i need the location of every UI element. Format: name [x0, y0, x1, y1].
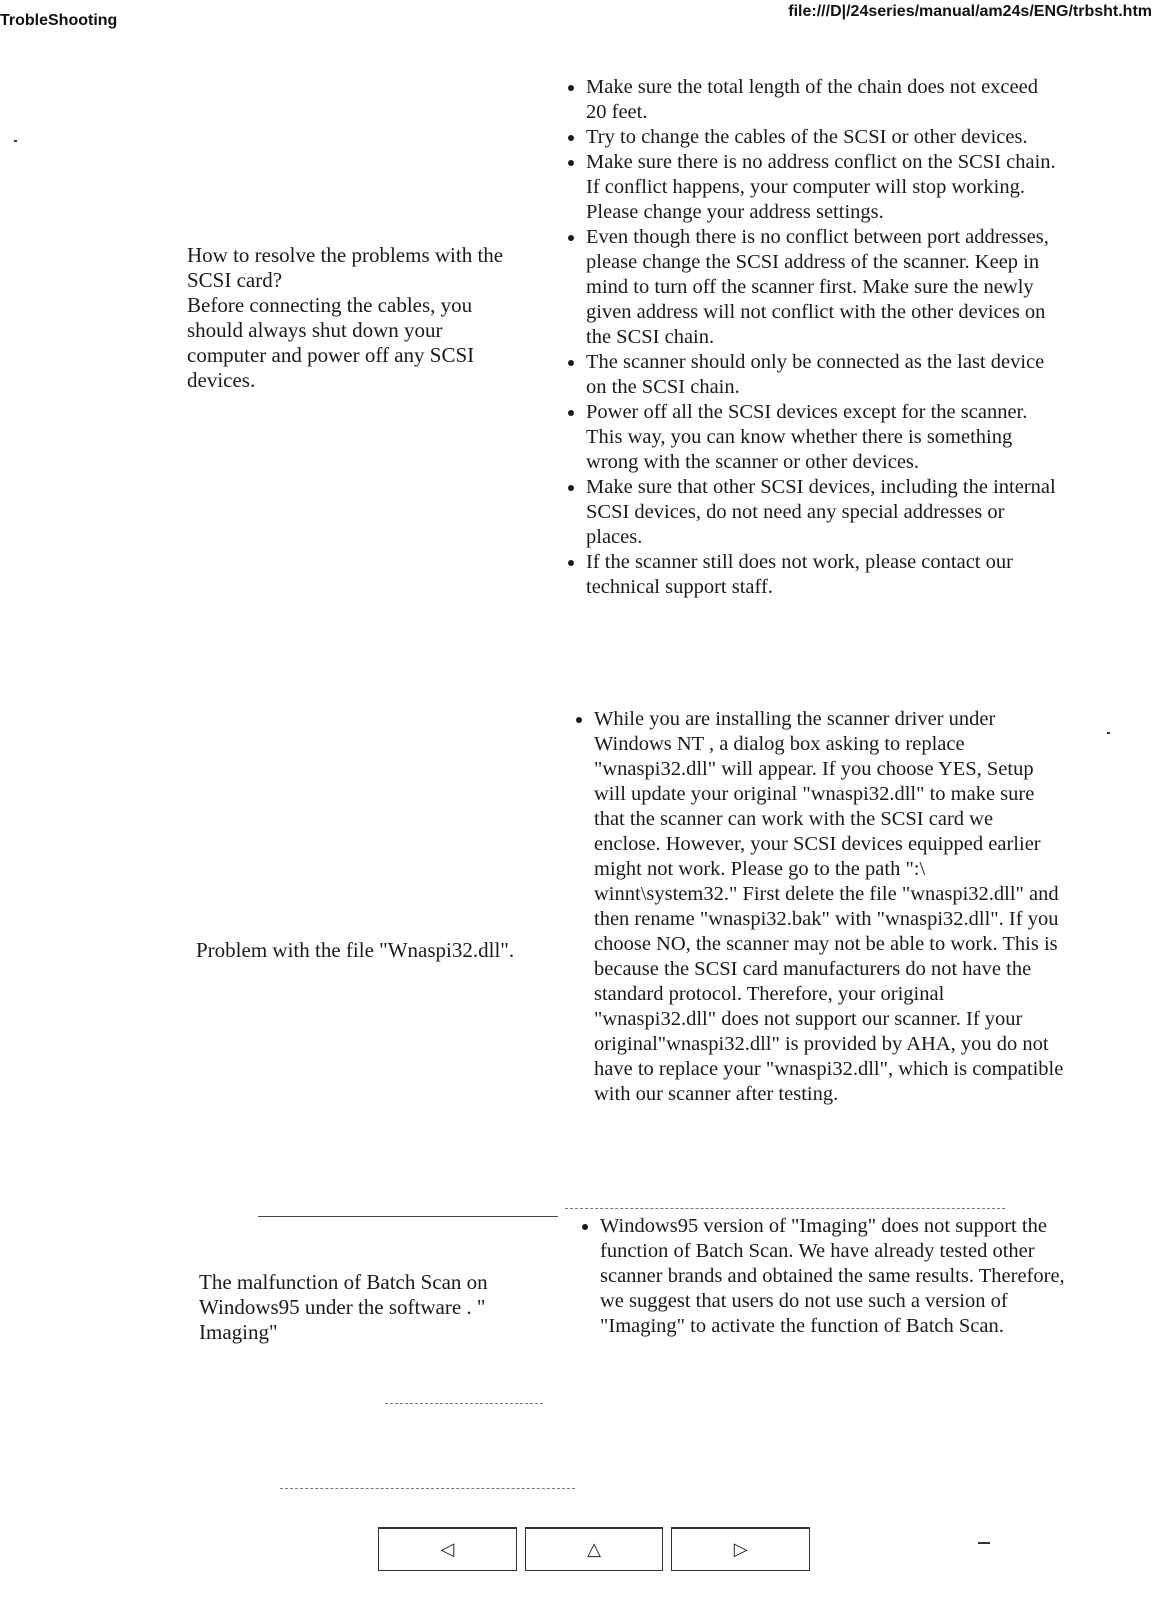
question-text: How to resolve the problems with the SCSI card? [187, 243, 504, 292]
list-item: • While you are installing the scanner driver under Windows NT , a dialog box asking to replace "wnaspi32.dll" will appear. If you choose YES, Setup will update your original "wnaspi32.dll" to make sure that the scanner can work with the SCSI card we enclose. However, your SCSI devices equipped earlier might not work. Please go to the path ":\ winnt\system32." First delete the file "wnaspi32.dll" and then rename "wnaspi32.bak" with "wnaspi32.dll". If you choose NO, the scanner may not be able to work. This is because the SCSI card manufacturers do not have the standard protocol. Therefore, your original "wnaspi32.dll" does not support our scanner. If your original"wnaspi32.dll" is provided by AHA, you do not have to replace your "wnaspi32.dll", which is compatible with our scanner after testing. [594, 707, 1064, 1107]
list-item: • Windows95 version of "Imaging" does not support the function of Batch Scan. We have already tested other scanner brands and obtained the same results. Therefore, we suggest that users do not use such a version of "Imaging" to activate the function of Batch Scan. [600, 1214, 1070, 1339]
question-scsi-card [187, 243, 517, 393]
question-batch-scan [199, 1270, 539, 1345]
file-path: file:///D|/24series/manual/am24s/ENG/trbsht.htm [788, 3, 1152, 20]
list-item: • Even though there is no conflict between port addresses, please change the SCSI address of the scanner. Keep in mind to turn off the scanner first. Make sure the newly given address will not conflict with the other devices on the SCSI chain. [586, 225, 1056, 350]
arrow-left-icon: ◁ [440, 1539, 455, 1560]
scan-speck [14, 140, 17, 142]
question-note: Before connecting the cables, you should always shut down your computer and power off any SCSI devices. [187, 293, 475, 392]
page-title: TrobleShooting [0, 12, 118, 29]
answer-list-batch-scan [576, 1214, 1070, 1339]
up-button[interactable] [525, 1527, 664, 1571]
scan-speck [978, 1542, 990, 1544]
list-item: • If the scanner still does not work, please contact our technical support staff. [586, 550, 1056, 600]
section-divider [385, 1403, 543, 1404]
list-item: • Make sure the total length of the chain does not exceed 20 feet. [586, 75, 1056, 125]
arrow-right-icon: ▷ [733, 1539, 748, 1560]
list-item: • Make sure there is no address conflict on the SCSI chain. If conflict happens, your computer will stop working. Please change your address settings. [586, 150, 1056, 225]
arrow-up-icon: △ [587, 1539, 601, 1560]
list-item: • Try to change the cables of the SCSI or other devices. [586, 125, 1056, 150]
question-text: Problem with the file "Wnaspi32.dll". [196, 938, 515, 962]
next-page-button[interactable] [671, 1527, 810, 1571]
scan-speck [1107, 732, 1110, 734]
list-item: • Power off all the SCSI devices except for the scanner. This way, you can know whether there is something wrong with the scanner or other devices. [586, 400, 1056, 475]
section-divider [258, 1216, 558, 1217]
section-divider [280, 1488, 575, 1489]
question-wnaspi32 [196, 938, 516, 963]
list-item: • Make sure that other SCSI devices, including the internal SCSI devices, do not need any special addresses or places. [586, 475, 1056, 550]
section-divider [565, 1208, 1005, 1209]
answer-list-wnaspi32 [570, 707, 1064, 1107]
prev-page-button[interactable] [378, 1527, 517, 1571]
answer-list-scsi-card [562, 75, 1056, 600]
page-navigation [378, 1527, 810, 1571]
question-text: The malfunction of Batch Scan on Windows95 under the software . " Imaging" [199, 1270, 488, 1344]
list-item: • The scanner should only be connected as the last device on the SCSI chain. [586, 350, 1056, 400]
